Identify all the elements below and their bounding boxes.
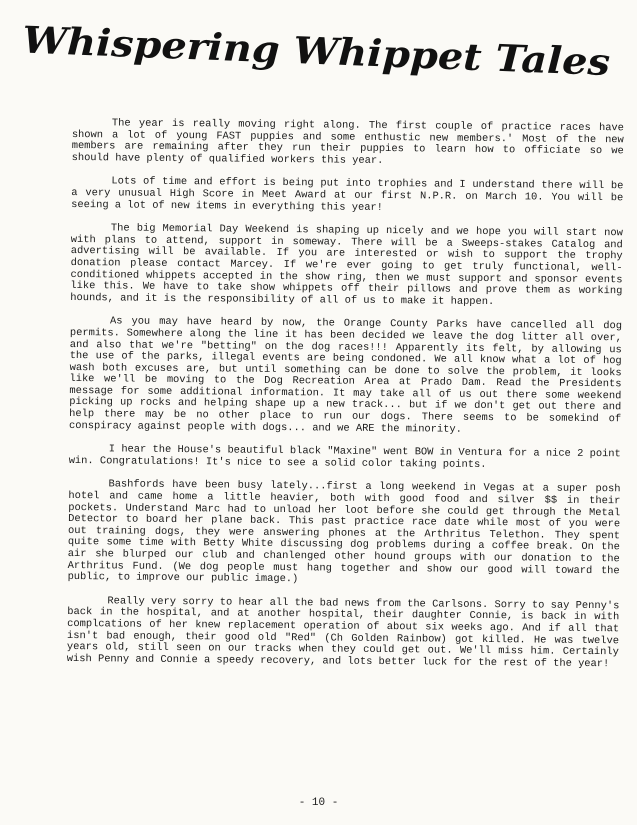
masthead: [14, 8, 626, 106]
paragraph: As you may have heard by now, the Orange County Parks have cancelled all dog permits. Somewhere along the line it has been decided we leave the dog litter all over, and also that we're "betting" on the dog races!!! Apparently its felt, by allowing us the use of the parks, illegal events are being condoned. We all know what a lot of hog wash both excuses are, but until something can be done to solve the problem, it looks like we'll be moving to the Dog Recreation Area at Prado Dam. Read the Presidents message for some additional information. It may take all of us out there some weekend picking up rocks and helping shape up a new track... but if we don't get out there and help there may be no other place to run our dogs. There seems to be somekind of conspiracy against people with dogs... and we ARE the minority.: [68, 315, 623, 436]
newsletter-title: Whispering Whippet Tales: [21, 17, 570, 83]
paragraph: Lots of time and effort is being put into trophies and I understand there will be a very unusual High Score in Meet Award at our first N.P.R. on March 10. You will be seeing a lot of new items in everything this year!: [71, 175, 624, 214]
article-body: [67, 118, 624, 683]
page-number: - 10 -: [298, 797, 339, 809]
paragraph: The big Memorial Day Weekend is shaping up nicely and we hope you will start now with plans to attend, support in someway. There will be a Sweeps-stakes Catalog and advertising will be available. If you are interested or wish to support the trophy donation please contact Marcey. If we're ever going to get truly functional, well-conditioned whippets accepted in the show ring, then we must support and sponsor events like this. We have to take show whippets off their pillows and prove them as working hounds, and it is the responsibility of all of us to make it happen.: [70, 222, 623, 308]
paragraph: The year is really moving right along. The first couple of practice races have shown a lot of young FAST puppies and some enthustic new members.' Most of the new members are remaining after they run their puppies to learn how to officiate so we should have plenty of qualified workers this year.: [71, 117, 624, 167]
masthead-lettering: [14, 8, 626, 106]
paragraph: Really very sorry to hear all the bad news from the Carlsons. Sorry to say Penny's back in the hospital, and at another hospital, their daughter Connie, is back in with complcations of her knew replacement operation of about six weeks ago. And if all that isn't bad enough, their good old "Red" (Ch Golden Rainbow) got killed. He was twelve years old, still seen on our tracks when they could get out. We'll miss him. Certainly wish Penny and Connie a speedy recovery, and lots better luck for the rest of the year!: [66, 595, 620, 670]
paragraph: Bashfords have been busy lately...first a long weekend in Vegas at a super posh hotel and came home a little heavier, both with good food and silver $$ in their pockets. Understand Marc had to unload her loot before she could get through the Metal Detector to board her plane back. This past practice race date while most of you were out training dogs, they were answering phones at the Arthritus Telethon. They spent quite some time with Betty White discussing dog problems during a coffee break. On the air she blurped our club and chanlenged other hound groups with our donation to the Arthritus Fund. (We dog people must hang together and show our good will toward the public, to improve our public image.): [67, 478, 621, 586]
paragraph: I hear the House's beautiful black "Maxine" went BOW in Ventura for a nice 2 point win. Congratulations! It's nice to see a solid color taking points.: [68, 443, 621, 471]
